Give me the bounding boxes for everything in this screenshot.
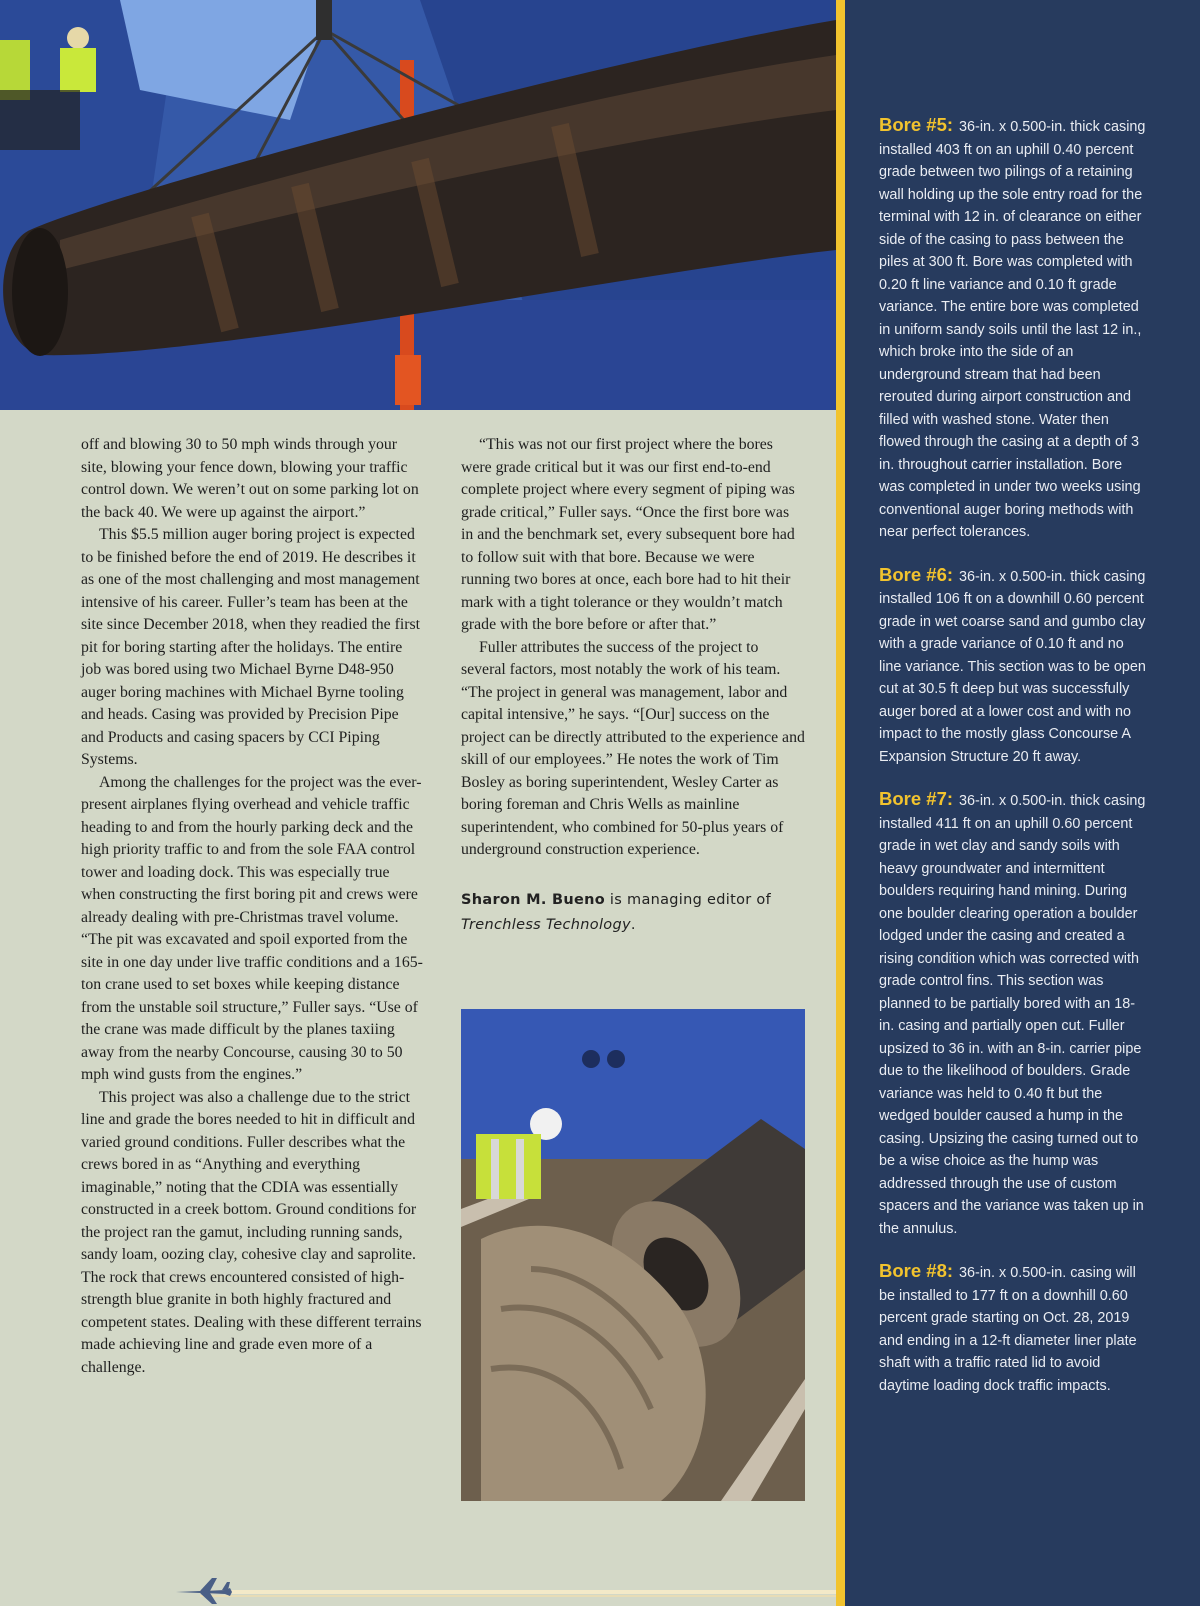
author-bio-end: . (630, 916, 636, 933)
paragraph: Among the challenges for the project was the ever-present airplanes flying overhead and vehicle traffic heading to and from the hourly parking deck and the high priority traffic to and from the sole FAA control tower and loading dock. This was especially true when constructing the first boring pit and crews were already dealing with pre-Christmas travel volume. “The pit was excavated and spoil exported from the site in one day under live traffic conditions and a 165-ton crane used to set boxes while keeping distance from the unstable soil structure,” Fuller says. “Use of the crane was made difficult by the planes taxiing away from the nearby Concourse, causing 30 to 50 mph wind gusts from the engines.” (81, 773, 423, 1083)
paragraph: This $5.5 million auger boring project is expected to be finished before the end of 2019. He describes it as one of the most challenging and most management intensive of his career. Fuller’s team has been at the site since December 2018, when they readied the first pit for boring starting after the holidays. The entire job was bored using two Michael Byrne D48-950 auger boring machines with Michael Byrne tooling and heads. Casing was provided by Precision Pipe and Products and casing spacers by CCI Piping Systems. (81, 526, 421, 768)
footer-decoration (0, 1570, 836, 1606)
bore-entry (879, 1260, 1149, 1397)
paragraph: “This was not our first project where the bores were grade critical but it was our first end-to-end complete project where every segment of piping was grade critical,” Fuller says. “Once the first bore was in and the benchmark set, every subsequent bore had to follow suit with that bore. Because we were running two bores at once, each bore had to hit their mark with a tight tolerance or they wouldn’t match grade with the bore before or after that.” (461, 436, 795, 633)
author-bio-text: is managing editor of (605, 891, 771, 908)
publication-name: Trenchless Technology (461, 916, 631, 933)
gold-divider (836, 0, 845, 1606)
bore-entry (879, 788, 1149, 1240)
bore-details-sidebar (845, 0, 1200, 1606)
bore-entry (879, 564, 1149, 769)
bore-description: 36-in. x 0.500-in. thick casing installed 403 ft on an uphill 0.40 percent grade between two pilings of a retaining wall holding up the sole entry road for the terminal with 12 in. of clearance on either side of the casing to pass between the piles at 300 ft. Bore was completed with 0.20 ft line variance and 0.10 ft grade variance. The entire bore was completed in uniform sandy soils until the last 12 in., which broke into the side of an underground stream that had been rerouted during airport construction and filled with washed stone. Water then flowed through the casing at a depth of 3 in. throughout carrier installation. Bore was completed in under two weeks using conventional auger boring methods with near perfect tolerances. (879, 119, 1146, 540)
article-body (0, 410, 836, 1606)
bore-title: Bore #6: (879, 563, 954, 585)
airplane-icon (176, 1578, 232, 1604)
bore-title: Bore #7: (879, 788, 954, 809)
bore-description: 36-in. x 0.500-in. casing will be installed to 177 ft on a downhill 0.60 percent grade starting on Oct. 28, 2019 and ending in a 12-ft diameter liner plate shaft with a traffic rated lid to avoid daytime loading dock traffic impacts. (879, 1265, 1137, 1394)
paragraph: Fuller attributes the success of the project to several factors, most notably the work of his team. “The project in general was management, labor and capital intensive,” he says. “[Our] success on the project can be directly attributed to the experience and skill of our employees.” He notes the work of Tim Bosley as boring superintendent, Wesley Carter as boring foreman and Chris Wells as mainline superintendent, who combined for 50-plus years of underground construction experience. (461, 638, 805, 858)
paragraph: off and blowing 30 to 50 mph winds through your site, blowing your fence down, blowing your traffic control down. We weren’t out on some parking lot on the back 40. We were up against the airport.” (81, 436, 419, 521)
author-bio (461, 888, 805, 938)
sidebar-content (879, 114, 1149, 1417)
bore-title: Bore #8: (879, 1260, 954, 1281)
bore-title: Bore #5: (879, 114, 954, 135)
bore-description: 36-in. x 0.500-in. thick casing installed 411 ft on an uphill 0.60 percent grade in wet clay and sandy soils with heavy groundwater and intermittent boulders requiring hand mining. During one boulder clearing operation a boulder lodged under the casing and created a rising condition which was corrected with grade control fins. This section was planned to be partially bored with an 18-in. casing and partially open cut. Fuller upsized to 36 in. with an 8-in. carrier pipe due to the likelihood of boulders. Grade variance was held to 0.40 ft but the wedged boulder caused a hump in the casing. Upsizing the casing turned out to be a wise choice as the hump was addressed through the use of custom spacers and the variance was taken up in the annulus. (879, 793, 1146, 1237)
author-name: Sharon M. Bueno (461, 891, 606, 908)
article-column-middle (461, 434, 805, 938)
paragraph: This project was also a challenge due to the strict line and grade the bores needed to hit in difficult and varied ground conditions. Fuller describes what the crews bored in as “Anything and everything imaginable,” noting that the CDIA was essentially constructed in a creek bottom. Ground conditions for the project ran the gamut, including running sands, sandy loam, oozing clay, cohesive clay and saprolite. The rock that crews encountered consisted of high-strength blue granite in both highly fractured and competent states. Dealing with these different terrains made achieving line and grade even more of a challenge. (81, 1088, 422, 1376)
pipe-lift-photo (0, 0, 836, 410)
article-column-left (81, 434, 423, 1379)
bore-entry (879, 114, 1149, 544)
bore-description: 36-in. x 0.500-in. thick casing installed 106 ft on a downhill 0.60 percent grade in wet coarse sand and gumbo clay with a grade variance of 0.10 ft and no line variance. This section was to be open cut at 30.5 ft deep but was successfully auger bored at a lower cost and with no impact to the mostly glass Concourse A Expansion Structure 20 ft away. (879, 568, 1146, 765)
mud-excavation-photo (461, 1009, 805, 1501)
